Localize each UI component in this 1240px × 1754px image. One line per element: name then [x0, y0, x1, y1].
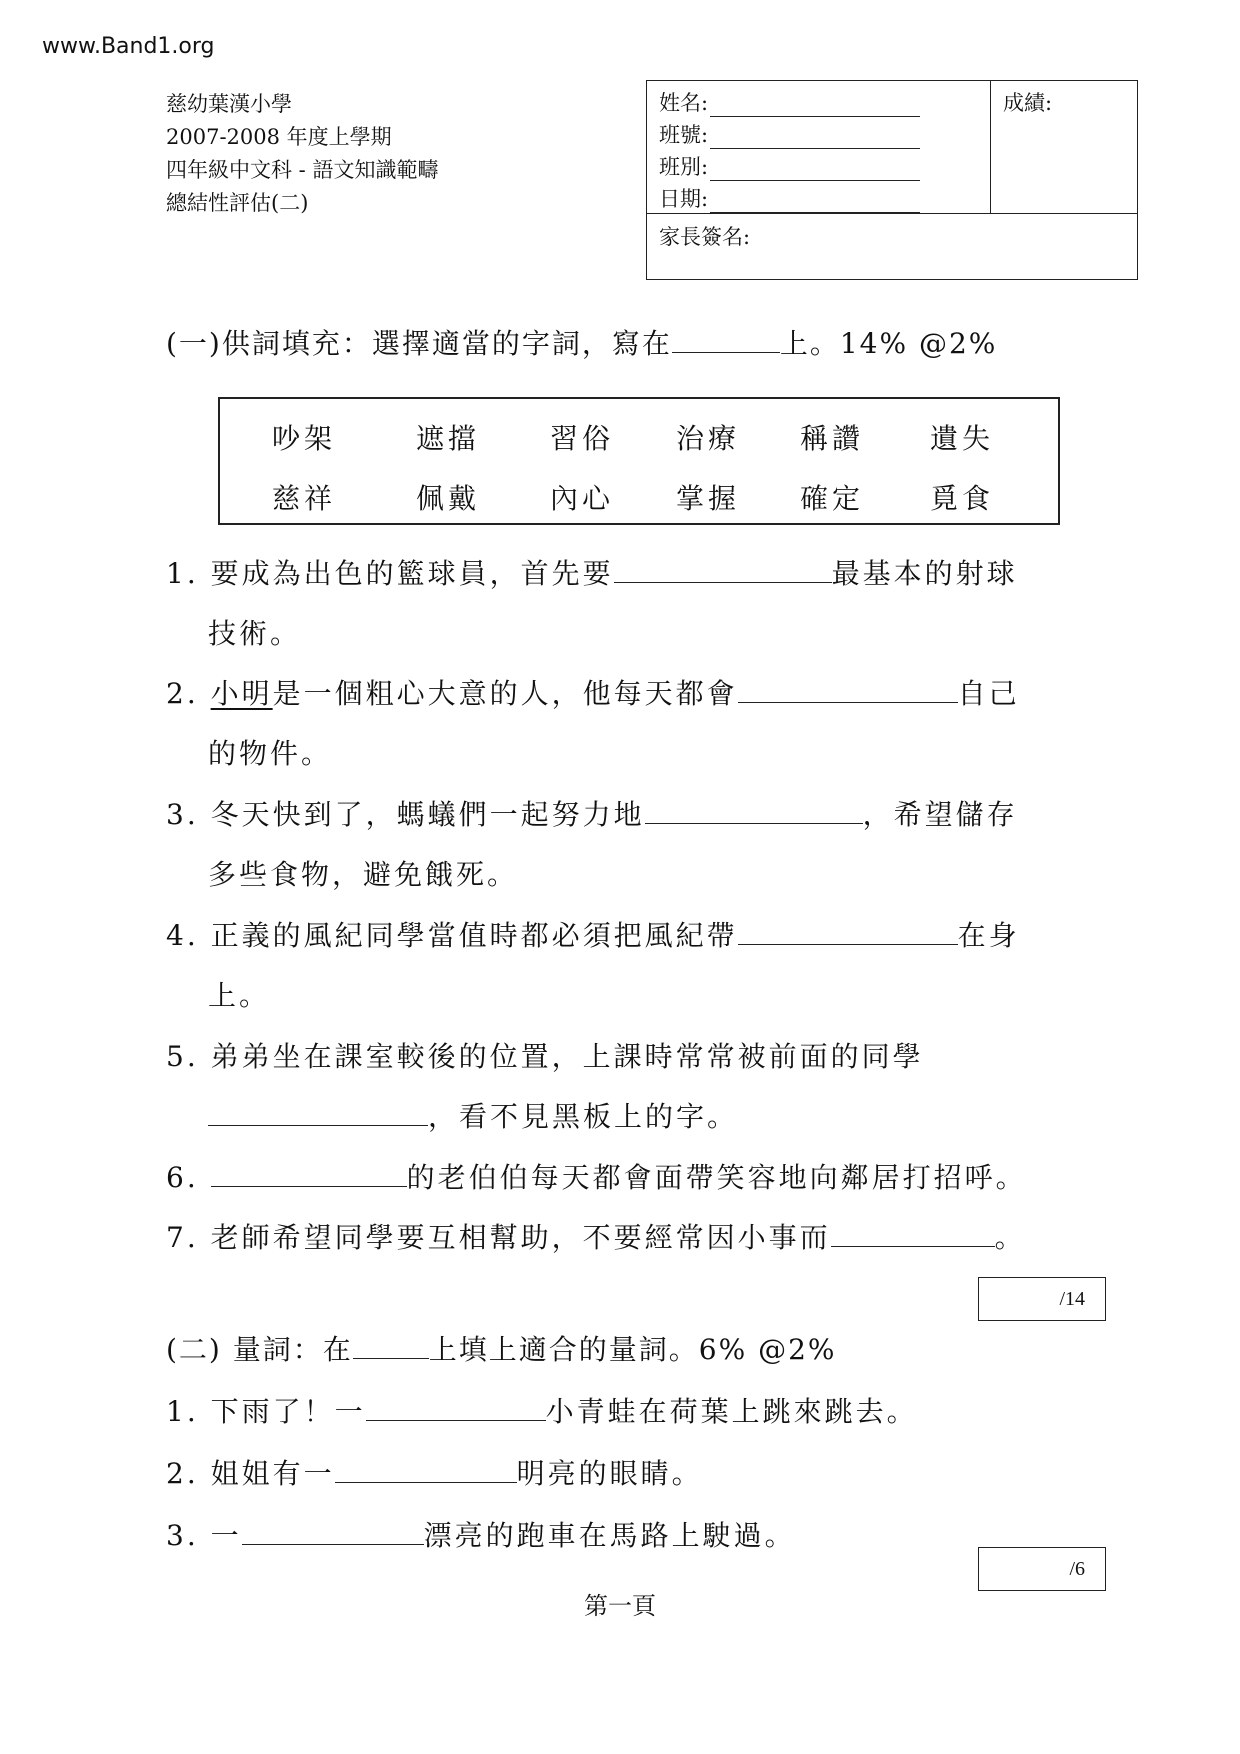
question-2 — [166, 672, 1020, 712]
question-5-cont — [208, 1095, 738, 1135]
title-blank — [353, 1330, 429, 1359]
class-line[interactable] — [710, 158, 920, 181]
word-item: 習俗 — [550, 422, 615, 455]
word-item: 慈祥 — [272, 482, 337, 515]
word-item: 確定 — [800, 482, 865, 515]
question-text: ，希望儲存 — [862, 798, 1018, 831]
question-text: 在身 — [957, 919, 1020, 952]
word-item: 稱讚 — [800, 422, 865, 455]
number-field — [659, 119, 920, 149]
section2-title-text: (二) 量詞：在 — [166, 1333, 353, 1366]
measure-question-3 — [166, 1514, 796, 1554]
section1-title-text: (一)供詞填充：選擇適當的字詞，寫在 — [166, 327, 672, 360]
question-6 — [166, 1156, 1027, 1196]
question-text: 明亮的眼睛。 — [516, 1457, 703, 1490]
question-text: 小青蛙在荷葉上跳來跳去。 — [545, 1395, 918, 1428]
title-blank — [672, 324, 780, 353]
section2-title — [166, 1328, 837, 1368]
question-1 — [166, 552, 1018, 592]
word-item: 覓食 — [930, 482, 995, 515]
question-4-cont: 上。 — [208, 979, 271, 1012]
page-number: 第一頁 — [584, 1592, 656, 1620]
answer-blank[interactable] — [738, 674, 958, 703]
school-name: 慈幼葉漢小學 — [166, 92, 292, 116]
class-label: 班別: — [659, 155, 709, 179]
question-4 — [166, 914, 1020, 954]
answer-blank[interactable] — [614, 554, 832, 583]
section1-score-box — [978, 1277, 1106, 1321]
word-item: 遮擋 — [416, 422, 481, 455]
word-item: 遺失 — [930, 422, 995, 455]
grade-label: 成績: — [1003, 91, 1053, 115]
number-line[interactable] — [710, 126, 920, 149]
word-bank — [218, 397, 1060, 525]
question-text: 漂亮的跑車在馬路上駛過。 — [423, 1519, 796, 1552]
word-item: 治療 — [676, 422, 741, 455]
answer-blank[interactable] — [645, 795, 863, 824]
score-label: /14 — [1059, 1288, 1085, 1310]
question-text: ，看不見黑板上的字。 — [428, 1100, 739, 1133]
question-5: 5. 弟弟坐在課室較後的位置，上課時常常被前面的同學 — [166, 1040, 924, 1073]
question-text: 7. 老師希望同學要互相幫助，不要經常因小事而 — [166, 1221, 831, 1254]
question-text: 3. 冬天快到了，螞蟻們一起努力地 — [166, 798, 645, 831]
question-text: 1. 要成為出色的籃球員，首先要 — [166, 557, 614, 590]
school-subject: 四年級中文科 - 語文知識範疇 — [166, 158, 439, 182]
class-field — [659, 151, 920, 181]
answer-blank[interactable] — [335, 1454, 517, 1483]
exam-title: 總結性評估(二) — [166, 191, 309, 215]
section2-score-box — [978, 1547, 1106, 1591]
school-header — [166, 88, 438, 220]
divider — [990, 81, 991, 213]
date-line[interactable] — [710, 190, 920, 213]
name-label: 姓名: — [659, 91, 709, 115]
answer-blank[interactable] — [211, 1158, 407, 1187]
answer-blank[interactable] — [366, 1392, 546, 1421]
answer-blank[interactable] — [738, 916, 958, 945]
answer-blank[interactable] — [242, 1516, 424, 1545]
date-field — [659, 183, 920, 213]
question-3 — [166, 793, 1018, 833]
word-item: 掌握 — [676, 482, 741, 515]
question-3-cont: 多些食物，避免餓死。 — [208, 858, 519, 891]
question-text: 的老伯伯每天都會面帶笑容地向鄰居打招呼。 — [406, 1161, 1027, 1194]
question-2-cont: 的物件。 — [208, 737, 333, 770]
site-watermark: www.Band1.org — [42, 34, 215, 59]
question-1-cont: 技術。 — [208, 617, 302, 650]
measure-question-1 — [166, 1390, 918, 1430]
section2-title-suffix: 上填上適合的量詞。6% @2% — [428, 1333, 837, 1366]
word-item: 佩戴 — [416, 482, 481, 515]
section1-title-suffix: 上。14% @2% — [779, 327, 998, 360]
question-text: 2. 姐姐有一 — [166, 1457, 335, 1490]
name-line[interactable] — [710, 94, 920, 117]
question-number: 6. — [166, 1161, 211, 1194]
answer-blank[interactable] — [831, 1218, 995, 1247]
section1-title — [166, 322, 997, 362]
proper-name: 小明 — [210, 677, 273, 710]
question-7 — [166, 1216, 1026, 1256]
date-label: 日期: — [659, 187, 709, 211]
name-field — [659, 87, 920, 117]
number-label: 班號: — [659, 123, 709, 147]
question-text: 4. 正義的風紀同學當值時都必須把風紀帶 — [166, 919, 738, 952]
score-label: /6 — [1069, 1558, 1085, 1580]
question-text: 1. 下雨了！一 — [166, 1395, 366, 1428]
question-text: 。 — [994, 1221, 1026, 1254]
school-term: 2007-2008 年度上學期 — [166, 125, 392, 149]
parent-signature-label: 家長簽名: — [659, 225, 751, 249]
measure-question-2 — [166, 1452, 703, 1492]
word-item: 吵架 — [272, 422, 337, 455]
divider — [647, 213, 1137, 214]
question-text: 自己 — [957, 677, 1020, 710]
question-text: 最基本的射球 — [831, 557, 1018, 590]
question-number: 2. — [166, 677, 211, 710]
answer-blank[interactable] — [208, 1097, 428, 1126]
student-info-box — [646, 80, 1138, 280]
word-item: 內心 — [550, 482, 615, 515]
question-text: 是一個粗心大意的人，他每天都會 — [272, 677, 738, 710]
question-text: 3. 一 — [166, 1519, 242, 1552]
